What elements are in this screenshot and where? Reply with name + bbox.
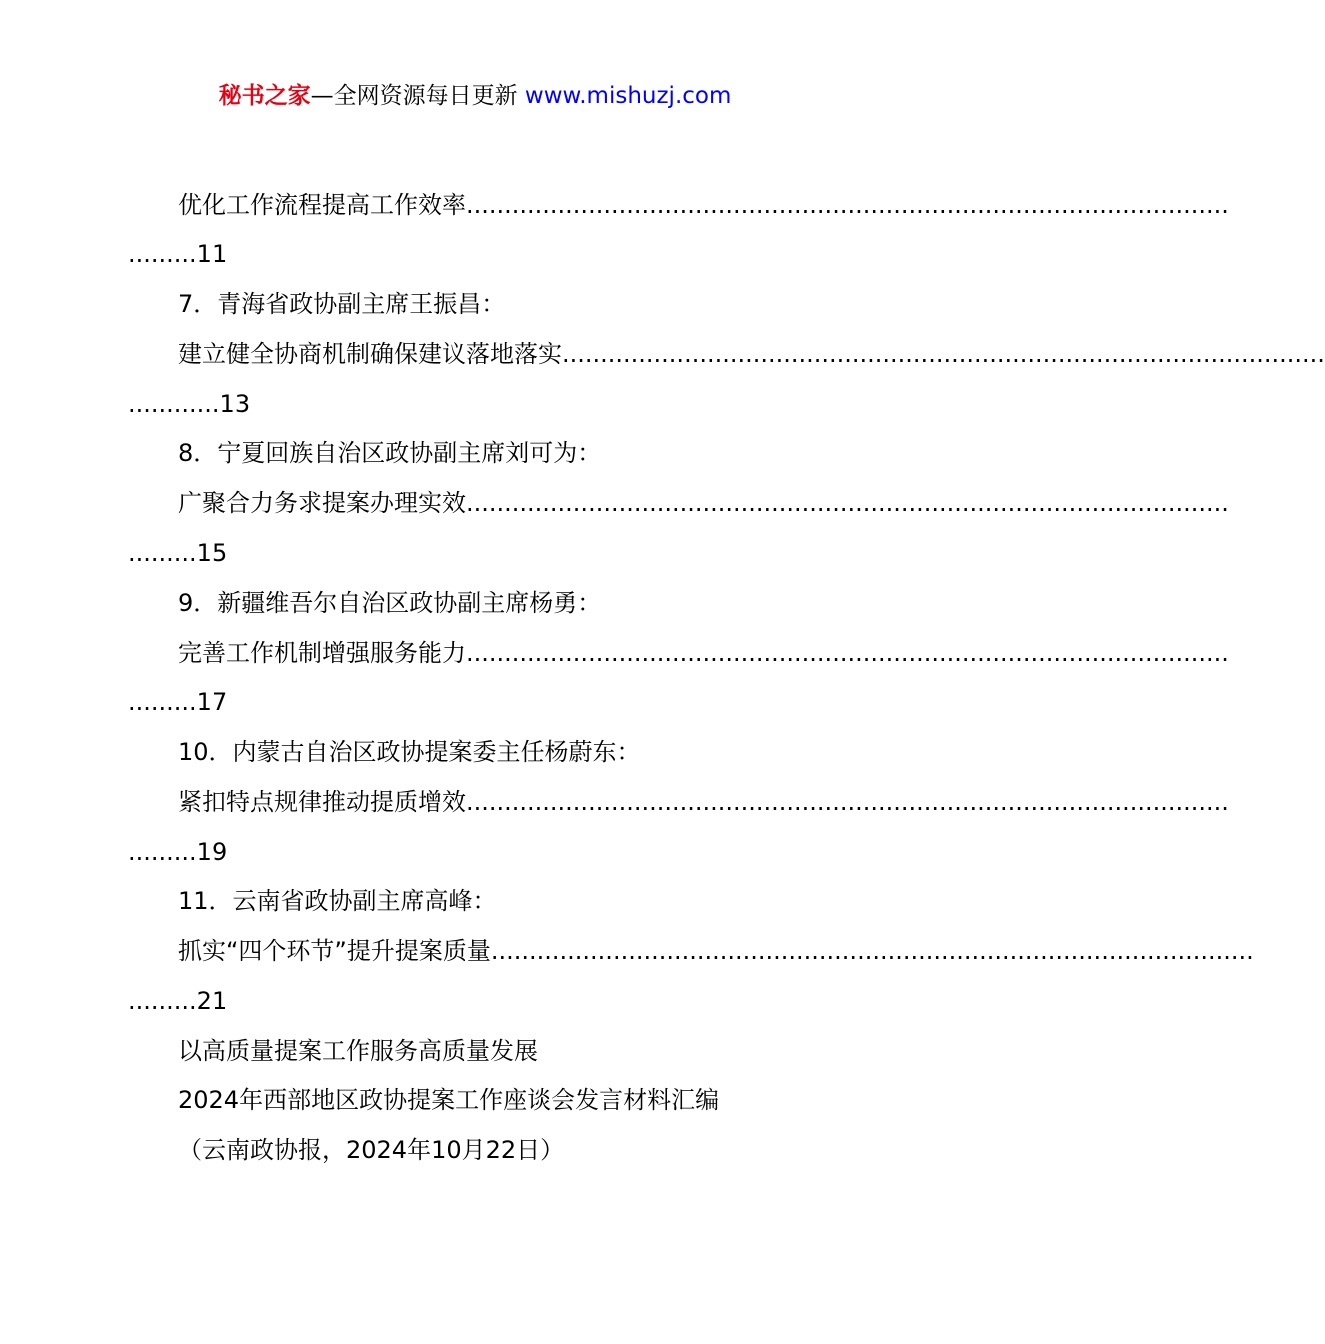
site-header [0, 80, 950, 112]
toc-leader-dots: .................................................................................................... [466, 489, 1229, 517]
header-tagline: —全网资源每日更新 [310, 83, 518, 109]
toc-entry-title[interactable] [178, 934, 1254, 968]
toc-title-text: 优化工作流程提高工作效率 [178, 191, 466, 219]
document-subtitle: 2024年西部地区政协提案工作座谈会发言材料汇编 [178, 1086, 720, 1114]
toc-entry-heading: 7．青海省政协副主席王振昌： [178, 290, 506, 318]
toc-page-number: 21 [196, 987, 228, 1015]
toc-page-number: 11 [196, 240, 228, 268]
toc-leader-dots: .................................................................................................... [466, 788, 1229, 816]
toc-entry-title[interactable] [178, 486, 1229, 520]
brand-name: 秘书之家 [218, 83, 311, 109]
toc-page-line: .........11 [128, 240, 228, 268]
toc-entry-title[interactable] [178, 636, 1229, 670]
toc-entry-heading: 8．宁夏回族自治区政协副主席刘可为： [178, 439, 602, 467]
toc-page-line: .........15 [128, 539, 228, 567]
toc-title-text: 广聚合力务求提案办理实效 [178, 489, 466, 517]
toc-entry-heading: 11．云南省政协副主席高峰： [178, 887, 497, 915]
document-title: 以高质量提案工作服务高质量发展 [178, 1037, 538, 1065]
site-url-link[interactable]: www.mishuzj.com [524, 83, 732, 109]
toc-title-text: 建立健全协商机制确保建议落地落实 [178, 340, 562, 368]
toc-page-number: 19 [196, 838, 228, 866]
toc-page-number: 17 [196, 688, 228, 716]
toc-title-text: 紧扣特点规律推动提质增效 [178, 788, 466, 816]
toc-entry-title[interactable] [178, 337, 1325, 371]
toc-entry-title[interactable] [178, 188, 1229, 222]
document-source: （云南政协报，2024年10月22日） [178, 1136, 565, 1164]
toc-title-text: 抓实“四个环节”提升提案质量 [178, 937, 491, 965]
toc-leader-dots: .................................................................................................... [562, 340, 1325, 368]
toc-entry-heading: 10．内蒙古自治区政协提案委主任杨蔚东： [178, 738, 641, 766]
toc-page-line: .........21 [128, 987, 228, 1015]
toc-page-number: 13 [219, 390, 251, 418]
toc-page-line: .........17 [128, 688, 228, 716]
toc-entry-title[interactable] [178, 785, 1229, 819]
toc-title-text: 完善工作机制增强服务能力 [178, 639, 466, 667]
toc-entry-heading: 9．新疆维吾尔自治区政协副主席杨勇： [178, 589, 602, 617]
toc-leader-dots: .................................................................................................... [466, 191, 1229, 219]
toc-leader-dots: .................................................................................................... [466, 639, 1229, 667]
toc-page-line: ............13 [128, 390, 251, 418]
toc-leader-dots: .................................................................................................... [490, 937, 1254, 965]
toc-page-line: .........19 [128, 838, 228, 866]
toc-page-number: 15 [196, 539, 228, 567]
